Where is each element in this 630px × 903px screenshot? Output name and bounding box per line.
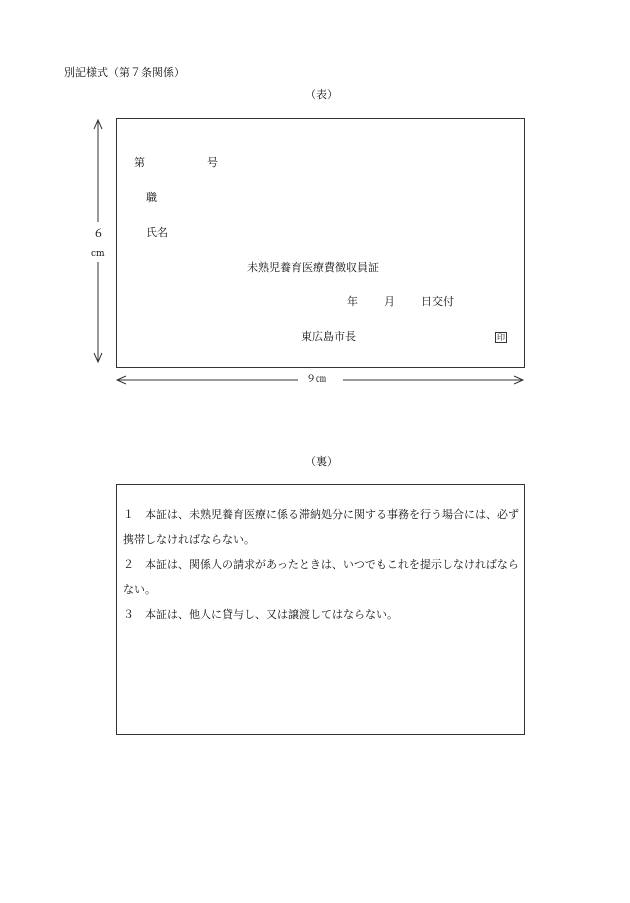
position-label: 職 (146, 191, 157, 204)
note-text: 本証は、他人に貸与し、又は譲渡してはならない。 (145, 608, 398, 621)
back-heading: （裏） (305, 455, 338, 468)
number-prefix: 第 (134, 156, 145, 169)
note-item (123, 502, 523, 552)
notes-list (123, 502, 523, 627)
height-unit: cm (91, 249, 105, 259)
note-item (123, 602, 523, 627)
seal-mark: 印 (497, 333, 505, 342)
date-month: 月 (384, 295, 395, 308)
name-label: 氏名 (146, 226, 168, 239)
issuer: 東広島市長 (301, 330, 356, 343)
front-heading: （表） (305, 88, 338, 101)
width-label: ９㎝ (306, 374, 326, 385)
date-day-issued: 日交付 (421, 295, 454, 308)
note-item (123, 552, 523, 602)
card-title: 未熟児養育医療費徴収員証 (247, 261, 379, 274)
form-label: 別記様式（第７条関係） (64, 66, 185, 79)
note-text: 本証は、未熟児養育医療に係る滞納処分に関する事務を行う場合には、必ず携帯しなければならない。 (123, 508, 519, 546)
front-card (116, 118, 525, 368)
number-suffix: 号 (207, 156, 218, 169)
note-number: ２ (123, 558, 134, 571)
note-number: ３ (123, 608, 134, 621)
date-year: 年 (347, 295, 358, 308)
note-text: 本証は、関係人の請求があったときは、いつでもこれを提示しなければならない。 (123, 558, 519, 596)
note-number: １ (123, 508, 134, 521)
height-value: ６ (93, 227, 104, 240)
